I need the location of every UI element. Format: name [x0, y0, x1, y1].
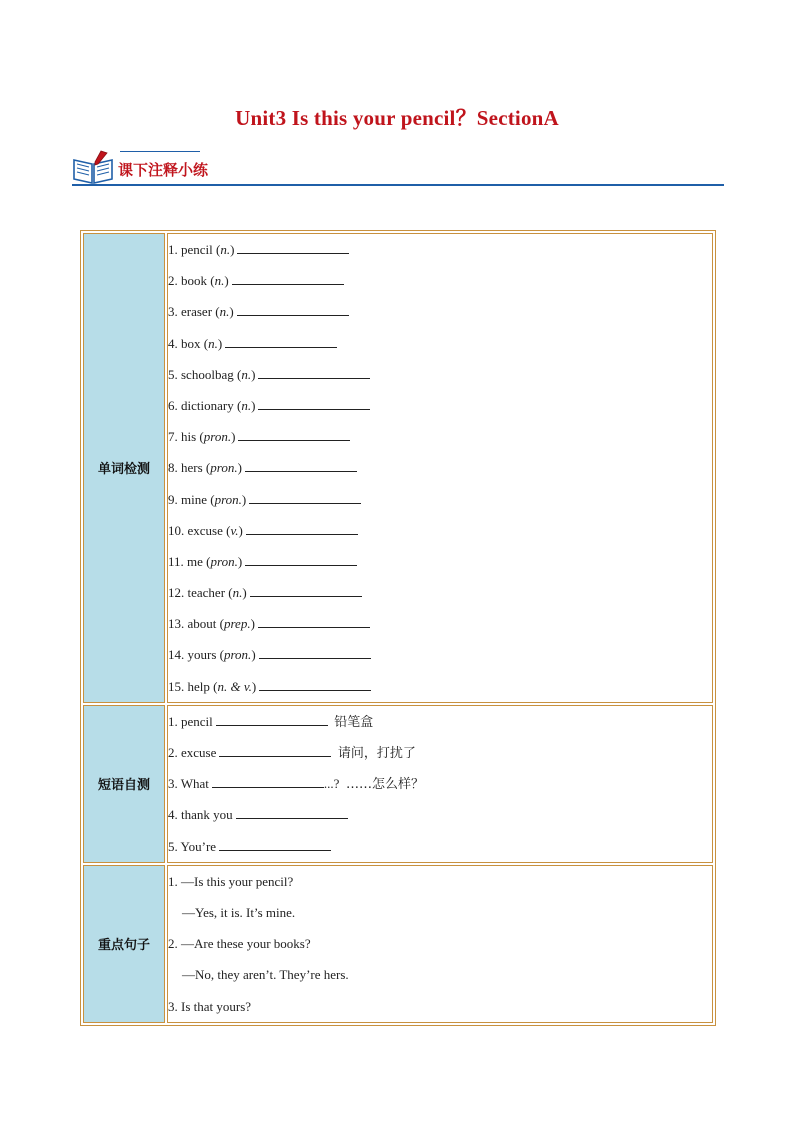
sentence-item: —Yes, it is. It’s mine.: [182, 904, 296, 920]
answer-blank[interactable]: [259, 677, 371, 691]
word-item: 13. about (prep.): [168, 608, 712, 639]
answer-blank[interactable]: [232, 271, 344, 285]
phrase-item: 4. thank you: [168, 799, 712, 830]
sentence-item: 3. Is that yours?: [168, 998, 252, 1014]
answer-blank[interactable]: [245, 458, 357, 472]
word-item: 12. teacher (n.): [168, 577, 712, 608]
word-item: 1. pencil (n.): [168, 234, 712, 265]
decorative-line: [120, 151, 200, 152]
exercise-table: [80, 230, 716, 1026]
section-rule: [72, 184, 724, 186]
answer-blank[interactable]: [245, 552, 357, 566]
phrases-content: [167, 705, 713, 863]
answer-blank[interactable]: [249, 490, 361, 504]
answer-blank[interactable]: [259, 645, 371, 659]
phrase-item: 2. excuse 请问，打扰了: [168, 745, 416, 761]
answer-blank[interactable]: [238, 427, 350, 441]
answer-blank[interactable]: [237, 302, 349, 316]
answer-blank[interactable]: [258, 614, 370, 628]
answer-blank[interactable]: [237, 240, 349, 254]
word-item: 3. eraser (n.): [168, 296, 712, 327]
word-item: 2. book (n.): [168, 265, 712, 296]
sentences-content: [167, 865, 713, 1023]
category-phrases: 短语自测: [83, 705, 165, 863]
word-item: 8. hers (pron.): [168, 452, 712, 483]
sentences-row: [83, 865, 713, 1023]
word-item: 9. mine (pron.): [168, 484, 712, 515]
answer-blank[interactable]: [236, 805, 348, 819]
section-label: 课下注释小练: [118, 161, 209, 179]
answer-blank[interactable]: [212, 774, 324, 788]
phrase-item: 3. What ...? ……怎么样？: [168, 776, 424, 793]
answer-blank[interactable]: [219, 743, 331, 757]
word-item: 15. help (n. & v.): [168, 671, 712, 702]
answer-blank[interactable]: [246, 521, 358, 535]
sentence-item: 2. —Are these your books?: [168, 936, 311, 952]
word-item: 5. schoolbag (n.): [168, 359, 712, 390]
sentence-item: —No, they aren’t. They’re hers.: [182, 967, 349, 983]
answer-blank[interactable]: [225, 334, 337, 348]
words-row: [83, 233, 713, 703]
answer-blank[interactable]: [258, 365, 370, 379]
section-header: [72, 146, 724, 188]
category-words: 单词检测: [83, 233, 165, 703]
answer-blank[interactable]: [250, 583, 362, 597]
phrases-row: [83, 705, 713, 863]
word-item: 11. me (pron.): [168, 546, 712, 577]
book-icon: [72, 150, 114, 184]
answer-blank[interactable]: [258, 396, 370, 410]
word-item: 10. excuse (v.): [168, 515, 712, 546]
answer-blank[interactable]: [219, 837, 331, 851]
word-item: 14. yours (pron.): [168, 639, 712, 670]
word-item: 6. dictionary (n.): [168, 390, 712, 421]
answer-blank[interactable]: [216, 712, 328, 726]
phrase-item: 5. You’re: [168, 831, 712, 862]
page-title: Unit3 Is this your pencil？SectionA: [235, 106, 559, 130]
words-content: [167, 233, 713, 703]
phrase-item: 1. pencil 铅笔盒: [168, 713, 374, 730]
word-item: 7. his (pron.): [168, 421, 712, 452]
word-item: 4. box (n.): [168, 328, 712, 359]
category-sentences: 重点句子: [83, 865, 165, 1023]
sentence-item: 1. —Is this your pencil?: [168, 873, 294, 889]
